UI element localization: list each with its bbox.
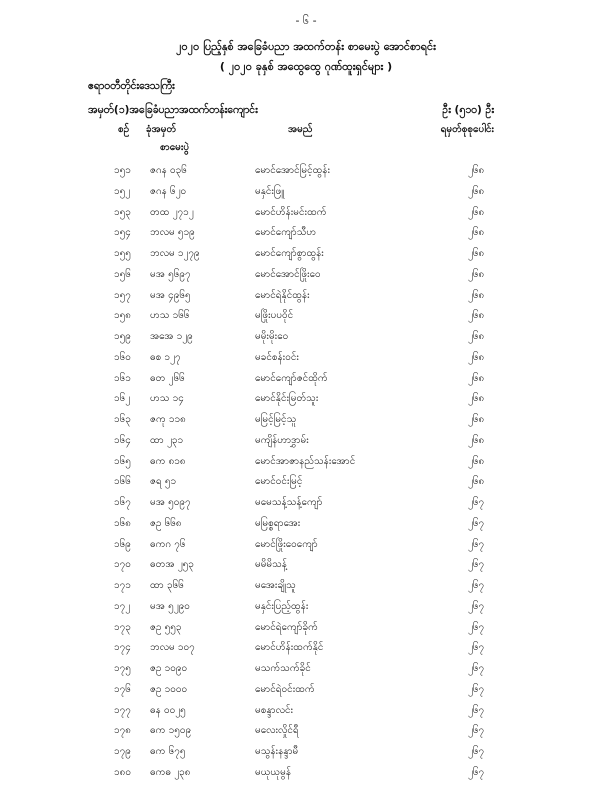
table-row <box>0 578 612 599</box>
row-name: မအေးချိုသူ <box>255 580 296 591</box>
table-row <box>0 308 612 329</box>
row-number: ၁၆၉ <box>114 538 131 550</box>
row-number: ၁၅၈ <box>114 310 131 322</box>
row-marks: ၂၆၇ <box>468 621 485 633</box>
table-row <box>0 350 612 371</box>
table-row <box>0 246 612 267</box>
page-number: - ၆ - <box>295 14 317 27</box>
row-name: မမြစ္စရာအေး <box>255 517 301 529</box>
row-name: မောင်ကျော်သီဟ <box>255 227 317 239</box>
row-marks: ၂၆၈ <box>468 414 485 425</box>
row-name: မမိမိသန့် <box>255 559 287 571</box>
row-name: မောင်နိုင်းမြတ်သူး <box>255 393 319 405</box>
centre-code: ဦး (၅၁၀) ဦး <box>442 104 494 116</box>
row-number: ၁၆၀ <box>114 351 131 363</box>
table-row <box>0 474 612 495</box>
row-name: မောင်ဖြိုးဝေကျော် <box>255 538 318 550</box>
row-reg-number: မအ ၅၂၉၀ <box>150 600 190 612</box>
row-number: ၁၆၅ <box>114 455 131 467</box>
row-marks: ၂၆၈ <box>468 393 485 405</box>
row-reg-number: ဇဥ ၅၅၃ <box>150 621 182 633</box>
table-row <box>0 537 612 558</box>
row-name: မောင်ရဲဝင်းထက် <box>255 683 315 695</box>
row-number: ၁၇၅ <box>114 663 131 674</box>
row-name: မသွန်းနန္ဒာမီ <box>255 746 299 757</box>
row-number: ၁၇၄ <box>114 642 131 654</box>
row-number: ၁၇၈ <box>114 725 131 737</box>
row-name: မောင်အာဇာနည်သန်းအောင် <box>255 455 356 467</box>
row-reg-number: တထ ၂၇၁၂ <box>150 206 194 218</box>
row-number: ၁၆၆ <box>114 476 131 488</box>
table-row <box>0 225 612 246</box>
row-reg-number: ဓတ ၂၆၆ <box>150 372 185 384</box>
row-number: ၁၅၆ <box>114 268 131 280</box>
row-marks: ၂၆၈ <box>468 351 485 363</box>
row-marks: ၂၆၇ <box>468 704 485 716</box>
row-name: မောင်ဟိန်းထက်နိုင် <box>255 642 324 654</box>
row-number: ၁၆၈ <box>114 517 131 529</box>
row-marks: ၂၆၇ <box>468 663 485 674</box>
table-row <box>0 288 612 309</box>
row-name: မလေးလှိုင်ရီ <box>255 725 299 737</box>
row-reg-number: ဓက ၈၁၈ <box>150 455 186 467</box>
document-title: ၂၀၂၀ ပြည့်နှစ် အခြေခံပညာ အထက်တန်း စာမေးပွဲ အောင်စာရင်း <box>176 40 436 53</box>
table-row <box>0 723 612 744</box>
row-number: ၁၇၆ <box>114 683 131 695</box>
row-marks: ၂၆၇ <box>468 725 485 737</box>
results-table <box>0 163 612 786</box>
row-marks: ၂၆၇ <box>468 538 485 550</box>
row-reg-number: ဘလမ ၁၀၇ <box>150 642 195 654</box>
table-row <box>0 371 612 392</box>
row-name: မမေသန့်သန့်ကျော် <box>255 497 323 508</box>
column-header-name: အမည် <box>288 124 313 135</box>
row-marks: ၂၆၇ <box>468 580 485 591</box>
row-number: ၁၇၂ <box>114 600 131 612</box>
table-row <box>0 640 612 661</box>
row-marks: ၂၆၇ <box>468 642 485 654</box>
table-row <box>0 329 612 350</box>
row-name: မကျိန်ဟာဒွှာမ်း <box>255 434 309 446</box>
table-row <box>0 744 612 765</box>
row-reg-number: ဓကဂ ၇၆ <box>150 538 186 550</box>
row-name: မခင်စန်းဝင်း <box>255 351 299 363</box>
row-number: ၁၈၀ <box>114 766 131 778</box>
row-marks: ၂၆၈ <box>468 434 485 446</box>
row-marks: ၂၆၈ <box>468 476 485 488</box>
table-row <box>0 703 612 724</box>
row-reg-number: ဇဂန ၆၂၀ <box>150 185 187 197</box>
row-number: ၁၆၂ <box>114 393 131 405</box>
row-reg-number: ဓစ ၁၂၇ <box>150 351 181 363</box>
table-row <box>0 391 612 412</box>
row-number: ၁၅၅ <box>114 248 131 259</box>
row-marks: ၂၆၈ <box>468 372 485 384</box>
school-label: အမှတ်(၁)အခြေခံပညာအထက်တန်းကျောင်း <box>88 104 258 116</box>
row-marks: ၂၆၇ <box>468 600 485 612</box>
row-name: မောင်ရဲနိုင်ထွန်း <box>255 289 310 301</box>
row-number: ၁၆၃ <box>114 414 131 425</box>
row-reg-number: အအေ ၁၂၉ <box>150 331 193 342</box>
row-name: မောင်ဟိန်းမင်းထက် <box>255 206 327 218</box>
row-reg-number: မအ ၅၆၉၇ <box>150 268 191 280</box>
row-number: ၁၇၇ <box>114 704 131 716</box>
row-marks: ၂၆၈ <box>468 206 485 218</box>
row-number: ၁၅၃ <box>114 206 131 218</box>
row-reg-number: ဘလမ ၁၂၇၉ <box>150 248 200 259</box>
row-marks: ၂၆၈ <box>468 268 485 280</box>
row-marks: ၂၆၈ <box>468 455 485 467</box>
row-marks: ၂၆၈ <box>468 310 485 322</box>
column-header-reg: ခုံအမှတ် <box>146 124 177 135</box>
table-row <box>0 433 612 454</box>
row-name: မောင်အောင်မြင့်ထွန်း <box>255 165 330 176</box>
row-reg-number: ဇဥ ၁၀၉၀ <box>150 663 188 674</box>
row-reg-number: မအ ၄၉၆၅ <box>150 289 191 301</box>
column-header-marks: ရမှတ်စုစုပေါင်း <box>440 124 494 135</box>
column-header-reg-second-line: စာမေးပွဲ <box>160 142 190 153</box>
table-row <box>0 267 612 288</box>
row-reg-number: ဓတအ ၂၅၃ <box>150 559 194 571</box>
row-name: မစန္ဒာလင်း <box>255 704 294 716</box>
row-marks: ၂၆၈ <box>468 248 485 259</box>
row-number: ၁၅၇ <box>114 289 131 301</box>
row-marks: ၂၆၇ <box>468 683 485 695</box>
row-reg-number: ထာ ၂၃၁ <box>150 434 184 446</box>
table-row <box>0 599 612 620</box>
row-number: ၁၇၁ <box>114 580 131 591</box>
row-number: ၁၆၇ <box>114 497 131 508</box>
row-reg-number: ဇကု ၁၁၈ <box>150 414 186 425</box>
row-number: ၁၅၁ <box>114 165 131 176</box>
row-marks: ၂၆၇ <box>468 746 485 757</box>
row-marks: ၂၆၈ <box>468 331 485 342</box>
row-marks: ၂၆၈ <box>468 165 485 176</box>
row-number: ၁၅၄ <box>114 227 131 239</box>
row-reg-number: ဓက ၁၅၀၉ <box>150 725 192 737</box>
row-reg-number: ဓကဓ ၂၃၈ <box>150 766 191 778</box>
row-reg-number: ဓက ၆၇၅ <box>150 746 186 757</box>
table-row <box>0 205 612 226</box>
row-name: မမြင့်မြင့်သူ <box>255 414 297 425</box>
row-number: ၁၇၃ <box>114 621 131 633</box>
row-marks: ၂၆၇ <box>468 497 485 508</box>
row-reg-number: ဇဂန ၀၃၆ <box>150 165 187 176</box>
row-reg-number: ဓန ၀၀၂၅ <box>150 704 186 716</box>
row-name: မောင်ကျော်စွာထွန်း <box>255 248 324 259</box>
table-row <box>0 661 612 682</box>
table-row <box>0 412 612 433</box>
table-row <box>0 454 612 475</box>
row-marks: ၂၆၈ <box>468 227 485 239</box>
row-marks: ၂၆၇ <box>468 517 485 529</box>
row-number: ၁၇၀ <box>114 559 131 571</box>
row-name: မနှင်းဖြူ <box>255 185 285 197</box>
row-reg-number: ဘလမ ၅၁၉ <box>150 227 195 239</box>
row-name: မသက်သက်ခိုင် <box>255 663 311 674</box>
table-row <box>0 557 612 578</box>
row-marks: ၂၆၈ <box>468 185 485 197</box>
row-name: မောင်ရဲကျော်ခိုက် <box>255 621 318 633</box>
row-name: မောင်ဝင်းမြင့် <box>255 476 303 488</box>
table-row <box>0 765 612 786</box>
table-row <box>0 620 612 641</box>
table-row <box>0 163 612 184</box>
row-name: မောင်ကျော်ဇင်ထိုက် <box>255 372 328 384</box>
row-number: ၁၇၉ <box>114 746 131 757</box>
table-row <box>0 516 612 537</box>
row-number: ၁၅၂ <box>114 185 131 197</box>
table-row <box>0 495 612 516</box>
row-reg-number: ဇဥ ၆၆၈ <box>150 517 182 529</box>
row-reg-number: ဇရ ၅၁ <box>150 476 177 488</box>
row-name: မယုယုမွန် <box>255 766 292 778</box>
row-reg-number: ထာ ၃၆၆ <box>150 580 184 591</box>
region-label: ဧရာဝတီတိုင်းဒေသကြီး <box>88 80 175 92</box>
table-row <box>0 184 612 205</box>
row-reg-number: မအ ၅၀၉၇ <box>150 497 191 508</box>
row-reg-number: ဟသ ၁၆၆ <box>150 310 190 322</box>
table-row <box>0 682 612 703</box>
row-marks: ၂၆၇ <box>468 559 485 571</box>
row-reg-number: ဇဥ ၁၀၀၀ <box>150 683 188 695</box>
row-marks: ၂၆၈ <box>468 289 485 301</box>
column-header-no: စဉ် <box>118 124 130 135</box>
row-reg-number: ဟသ ၁၄ <box>150 393 184 405</box>
row-marks: ၂၆၇ <box>468 766 485 778</box>
document-subtitle: ( ၂၀၂၀ ခုနှစ် အထွေထွေ ဂုဏ်ထူးရှင်များ ) <box>219 60 393 73</box>
row-number: ၁၆၁ <box>114 372 131 384</box>
row-number: ၁၅၉ <box>114 331 131 342</box>
row-name: မဖြိုးပပဝိုင် <box>255 310 294 322</box>
row-name: မမိုးမိုးဝေ <box>255 331 289 342</box>
row-name: မနှင်းပြည့်ထွန်း <box>255 600 309 612</box>
row-name: မောင်အောင်ဖြိုးဝေ <box>255 268 321 280</box>
row-number: ၁၆၄ <box>114 434 131 446</box>
